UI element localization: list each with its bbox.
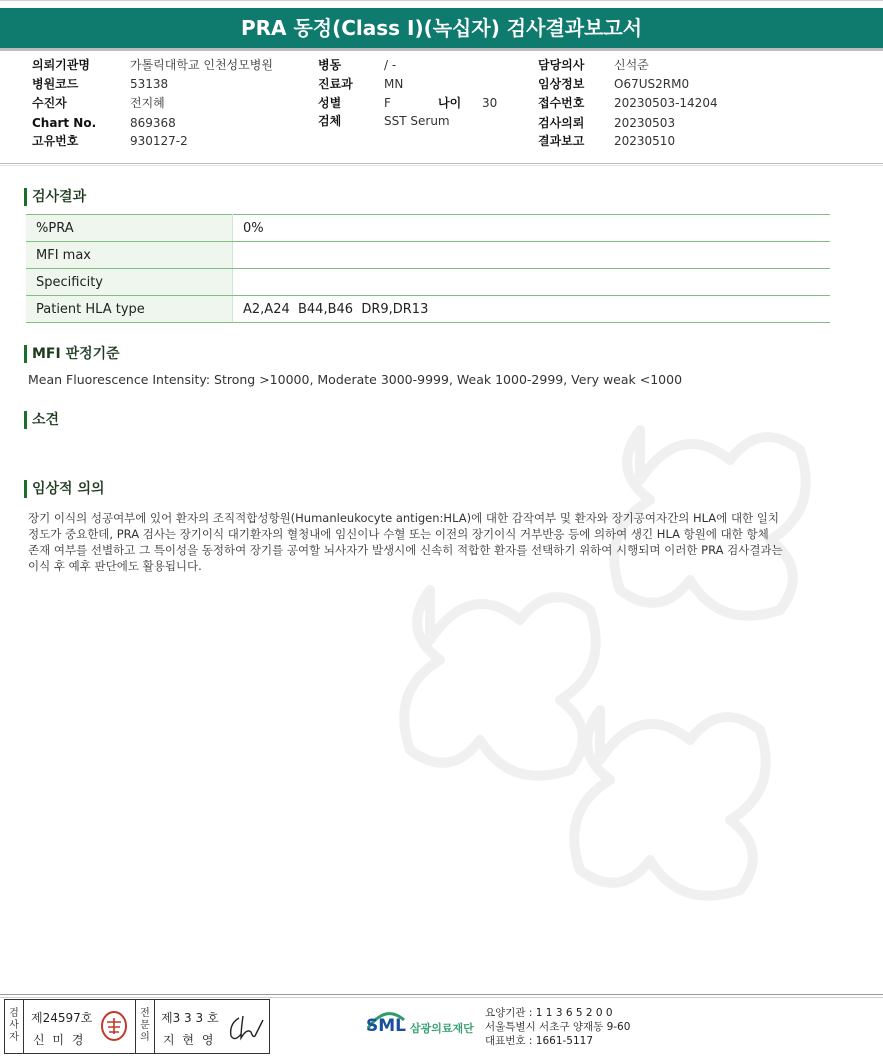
table-row bbox=[26, 215, 830, 242]
info-value: 20230503 bbox=[614, 116, 676, 130]
result-value-specificity bbox=[233, 269, 831, 296]
inspector-license-no: 제24597호 bbox=[31, 1011, 93, 1025]
info-label: 임상정보 bbox=[538, 77, 585, 91]
care-institution-code: 요양기관 : 1 1 3 6 5 2 0 0 bbox=[485, 1007, 613, 1019]
inspector-name: 신 미 경 bbox=[33, 1033, 86, 1047]
mfi-criteria-text: Mean Fluorescence Intensity: Strong >10000, Moderate 3000-9999, Weak 1000-2999, Very weak <1000 bbox=[28, 372, 683, 387]
info-label: 진료과 bbox=[318, 77, 353, 91]
info-value: F bbox=[384, 96, 391, 110]
inspector-label bbox=[5, 1000, 24, 1053]
org-name: 삼광의료재단 bbox=[410, 1022, 474, 1035]
footer-divider-light bbox=[0, 997, 883, 998]
info-label: 수진자 bbox=[32, 96, 67, 110]
info-label: 병동 bbox=[318, 58, 342, 72]
specialist-label bbox=[135, 1000, 155, 1053]
report-title: PRA 동정(Class I)(녹십자) 검사결과보고서 bbox=[240, 16, 643, 40]
specialist-label-char: 전 bbox=[140, 1008, 150, 1019]
info-value: MN bbox=[384, 77, 404, 91]
top-rule bbox=[0, 0, 883, 7]
table-row bbox=[26, 269, 830, 296]
clinical-line: 이식 후 예후 판단에도 활용됩니다. bbox=[28, 559, 202, 573]
info-value: 전지혜 bbox=[130, 96, 165, 110]
opinion-heading: 소견 bbox=[24, 410, 59, 430]
results-heading: 검사결과 bbox=[24, 187, 86, 207]
info-label: 검체 bbox=[318, 114, 342, 128]
specialist-label-char: 문 bbox=[140, 1020, 150, 1031]
footer-divider bbox=[0, 994, 883, 995]
info-label: 접수번호 bbox=[538, 96, 585, 110]
info-label: 담당의사 bbox=[538, 58, 585, 72]
info-label: 의뢰기관명 bbox=[32, 58, 90, 72]
age-value: 30 bbox=[482, 96, 498, 110]
info-value: 869368 bbox=[130, 116, 176, 130]
info-label: 결과보고 bbox=[538, 134, 585, 148]
age-label: 나이 bbox=[438, 96, 462, 110]
signature-box bbox=[4, 999, 270, 1054]
logo-text: SML bbox=[366, 1016, 406, 1036]
report-header bbox=[0, 0, 883, 58]
clinical-line: 존재 여부를 선별하고 그 특이성을 동정하여 장기를 공여할 뇌사자가 발생시에 신속히 적합한 환자를 선택하기 위하여 시행되며 이러한 PRA 검사결과는 bbox=[28, 543, 783, 557]
info-label: 고유번호 bbox=[32, 134, 79, 148]
org-phone: 대표번호 : 1661-5117 bbox=[485, 1035, 594, 1047]
title-band-shadow bbox=[0, 48, 883, 51]
info-label: 성별 bbox=[318, 96, 342, 110]
clinical-line: 정도가 중요한데, PRA 검사는 장기이식 대기환자의 혈청내에 임신이나 수혈 또는 이전의 장기이식 거부반응 등에 의하여 생긴 HLA 항원에 대한 항체 bbox=[28, 527, 769, 541]
info-value: 신석준 bbox=[614, 58, 649, 72]
header-divider bbox=[0, 163, 883, 164]
result-value-mfi-max bbox=[233, 242, 831, 269]
info-label: 검사의뢰 bbox=[538, 116, 585, 130]
specialist-license-no: 제3 3 3 호 bbox=[161, 1011, 219, 1025]
info-value: 930127-2 bbox=[130, 134, 188, 148]
clinical-heading: 임상적 의의 bbox=[24, 479, 105, 499]
specialist-label-char: 의 bbox=[140, 1032, 150, 1043]
result-label-specificity: Specificity bbox=[26, 269, 233, 296]
org-contact-info bbox=[485, 1006, 630, 1048]
mfi-heading: MFI 판정기준 bbox=[24, 344, 120, 364]
results-table bbox=[26, 214, 830, 323]
inspector-label-char: 자 bbox=[9, 1032, 19, 1043]
info-value: / - bbox=[384, 58, 397, 72]
info-label: 병원코드 bbox=[32, 77, 79, 91]
result-value-pra: 0% bbox=[233, 215, 831, 242]
table-row bbox=[26, 296, 830, 323]
header-divider-light bbox=[0, 165, 883, 166]
info-value: 20230510 bbox=[614, 134, 676, 148]
result-value-hla-type: A2,A24 B44,B46 DR9,DR13 bbox=[233, 296, 831, 323]
clinical-significance-text bbox=[28, 510, 828, 574]
result-label-mfi-max: MFI max bbox=[26, 242, 233, 269]
sml-logo bbox=[366, 1006, 478, 1046]
inspector-seal-stamp bbox=[99, 1010, 129, 1042]
info-value: SST Serum bbox=[384, 114, 450, 128]
info-value: 가톨릭대학교 인천성모병원 bbox=[130, 58, 273, 72]
result-label-pra: %PRA bbox=[26, 215, 233, 242]
specialist-name: 지 현 영 bbox=[163, 1033, 216, 1047]
patient-info bbox=[0, 56, 883, 156]
info-value: 20230503-14204 bbox=[614, 96, 718, 110]
table-row bbox=[26, 242, 830, 269]
info-label: Chart No. bbox=[32, 116, 97, 130]
result-label-hla-type: Patient HLA type bbox=[26, 296, 233, 323]
inspector-label-char: 검 bbox=[9, 1008, 19, 1019]
org-address: 서울특별시 서초구 양재동 9-60 bbox=[485, 1021, 631, 1033]
inspector-label-char: 사 bbox=[9, 1020, 19, 1031]
specialist-signature bbox=[225, 1010, 265, 1044]
clinical-line: 장기 이식의 성공여부에 있어 환자의 조직적합성항원(Humanleukocyte antigen:HLA)에 대한 감작여부 및 환자와 장기공여자간의 HLA에 대한 일치 bbox=[28, 511, 780, 525]
info-value: O67US2RM0 bbox=[614, 77, 690, 91]
info-value: 53138 bbox=[130, 77, 169, 91]
